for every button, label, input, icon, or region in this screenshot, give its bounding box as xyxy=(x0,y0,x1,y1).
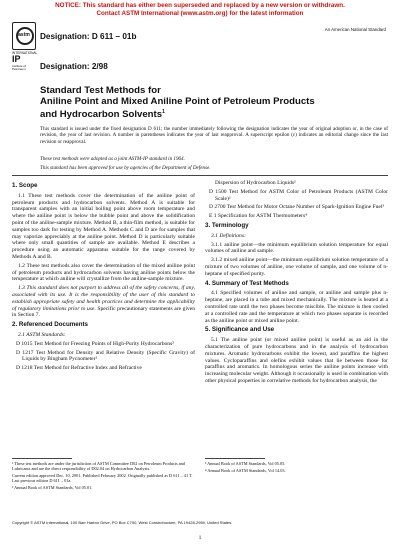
page-number: 1 xyxy=(198,535,202,541)
title-line-1: Standard Test Methods for xyxy=(40,85,161,96)
title-line-2: Aniline Point and Mixed Aniline Point of Petroleum Products xyxy=(40,96,315,107)
paragraph-2-1: 2.1 ASTM Standards: xyxy=(18,331,66,338)
section-heading-referenced-documents: 2. Referenced Documents xyxy=(12,321,88,329)
ip-logo-icon: IP xyxy=(12,54,21,64)
safety-statement-tail: Specific precautionary statements are given in Section 7. xyxy=(12,305,195,319)
footnote: ¹ These test methods are under the jurisdiction of ASTM Committee D02 on Petroleum Products and Lubricants and are the direct responsibility of D02.04 on Hydrocarbon Analysis. xyxy=(12,461,185,472)
reference-e1: E 1 Specification for ASTM Thermometers⁴ xyxy=(209,213,308,220)
divider xyxy=(12,175,388,176)
reference-d1217: D 1217 Test Method for Density and Relative Density (Specific Gravity) of Liquids by Bingham Pycnometer² xyxy=(16,349,195,363)
reference-d2700: D 2700 Test Method for Motor Octane Number of Spark-Ignition Engine Fuel³ xyxy=(209,204,385,211)
astm-logo xyxy=(12,22,36,55)
document-title xyxy=(40,85,390,120)
footnote-rule-left xyxy=(12,458,72,459)
ip-logo-line-2: Petroleum xyxy=(12,67,26,72)
paragraph-1-3 xyxy=(12,285,195,319)
joint-standard-note: These test methods were adopted as a joint ASTM-IP standard in 1964. xyxy=(40,156,185,162)
footnote-rule-right xyxy=(205,458,265,459)
paragraph-4-1: 4.1 Specified volumes of aniline and sample, or aniline and sample plus n-heptane, are placed in a tube and mixed mechanically. The mixture is heated at a controlled rate until the two phases become miscible. The mixture is then cooled at a controlled rate and the temperature at which two phases separate is recorded as the aniline point or mixed aniline point. xyxy=(205,290,388,324)
safety-statement: 1.3 This standard does not purport to address all of the safety concerns, if any, associated with its use. It is the responsibility of the user of this standard to establish appropriate safety and health practices and determine the applicability of regulatory limitations prior to use. xyxy=(12,285,195,312)
reference-d1218: D 1218 Test Method for Refractive Index and Refractive xyxy=(16,365,142,372)
designation: Designation: D 611 – 01b xyxy=(40,32,137,41)
paragraph-1-2: 1.2 These test methods also cover the determination of the mixed aniline point of petroleum products and hydrocarbon solvents having aniline points below the temperature at which aniline will crystallize from the aniline-sample mixture. xyxy=(12,262,195,283)
section-heading-terminology: 3. Terminology xyxy=(205,221,249,229)
ip-designation: Designation: 2/98 xyxy=(40,62,108,71)
dod-approval-note: This standard has been approved for use by agencies of the Department of Defense. xyxy=(40,165,211,171)
section-heading-significance: 5. Significance and Use xyxy=(205,326,275,334)
paragraph-1-1: 1.1 These test methods cover the determination of the aniline point of petroleum products and hydrocarbon solvents. Method A is suitable for transparent samples with an initial boiling point above room temperature and where the aniline point is below the bubble point and above the solidification point of the aniline-sample mixture. Method B, a thin-film method, is suitable for samples too dark for testing by Method A. Methods C and D are for samples that may vaporize appreciably at the aniline point. Method D is particularly suitable where only small quantities of sample are available. Method E describes a procedure using an automatic apparatus suitable for the range covered by Methods A and B. xyxy=(12,192,195,260)
paragraph-3-1: 3.1 Definitions: xyxy=(211,232,246,239)
notice-line-1: NOTICE: This standard has either been superseded and replaced by a new version or withdrawn. xyxy=(55,2,345,9)
american-national-standard-label: An American National Standard xyxy=(324,27,386,32)
section-heading-scope: 1. Scope xyxy=(12,182,38,189)
ip-logo xyxy=(12,55,38,72)
astm-logo-label: INTERNATIONAL xyxy=(12,51,38,55)
paragraph-3-1-2: 3.1.2 mixed aniline point—the minimum equilibrium solution temperature of a mixture of two volumes of aniline, one volume of sample, and one volume of n-heptane of specified purity. xyxy=(205,257,388,277)
section-heading-summary: 4. Summary of Test Methods xyxy=(205,279,289,287)
left-column xyxy=(12,180,195,374)
astm-logo-icon: astm xyxy=(12,22,36,50)
footnote: Current edition approved Dec. 10, 2001. Published February 2002. Originally published as D 611 – 41 T. Last previous edition D 611 – 01a. xyxy=(12,473,193,484)
footnote: ⁴ Annual Book of ASTM Standards, Vol 14.03. xyxy=(205,467,286,473)
reference-d1218-cont: Dispersion of Hydrocarbon Liquids² xyxy=(215,180,296,186)
footnotes-left xyxy=(12,461,195,492)
title-line-3: and Hydrocarbon Solvents xyxy=(40,109,163,121)
ip-logo-line-1: Institute of xyxy=(12,64,26,68)
reference-d1015: D 1015 Test Method for Freezing Points of High-Purity Hydrocarbons² xyxy=(16,340,174,347)
paragraph-3-1-1: 3.1.1 aniline point—the minimum equilibrium solution temperature for equal volumes of aniline and sample. xyxy=(205,241,388,255)
footnotes-right xyxy=(205,461,388,475)
footnote: ² Annual Book of ASTM Standards, Vol 05.01. xyxy=(12,485,93,491)
reference-d1500: D 1500 Test Method for ASTM Color of Petroleum Products (ASTM Color Scale)² xyxy=(209,188,388,202)
notice-line-2: Contact ASTM International (www.astm.org) for the latest information xyxy=(96,9,304,17)
footnote: ³ Annual Book of ASTM Standards, Vol 05.05. xyxy=(205,461,286,466)
title-footnote-mark: 1 xyxy=(162,109,165,115)
paragraph-5-1: 5.1 The aniline point (or mixed aniline point) is useful as an aid in the characterization of pure hydrocarbons and in the analysis of hydrocarbon mixtures. Aromatic hydrocarbons exhibit the lowest, and paraffins the highest values. Cycloparaffins and olefins exhibit values that lie between those for paraffins and aromatics. In homologous series the aniline points increase with increasing molecular weight. Although it occasionally is used in combination with other physical properties in correlative methods for hydrocarbon analysis, the xyxy=(205,337,388,384)
issuance-statement: This standard is issued under the fixed designation D 611; the number immediately following the designation indicates the year of original adoption or, in the case of revision, the year of last revision. A number in parentheses indicates the year of last reapproval. A superscript epsilon (ε) indicates an editorial change since the last revision or reapproval. xyxy=(40,126,388,145)
copyright-line: Copyright © ASTM International, 100 Barr Harbor Drive, PO Box C700, West Conshohocken, PA 19428-2959, United States. xyxy=(12,520,233,525)
withdrawal-notice xyxy=(0,2,400,17)
right-column xyxy=(205,180,388,387)
